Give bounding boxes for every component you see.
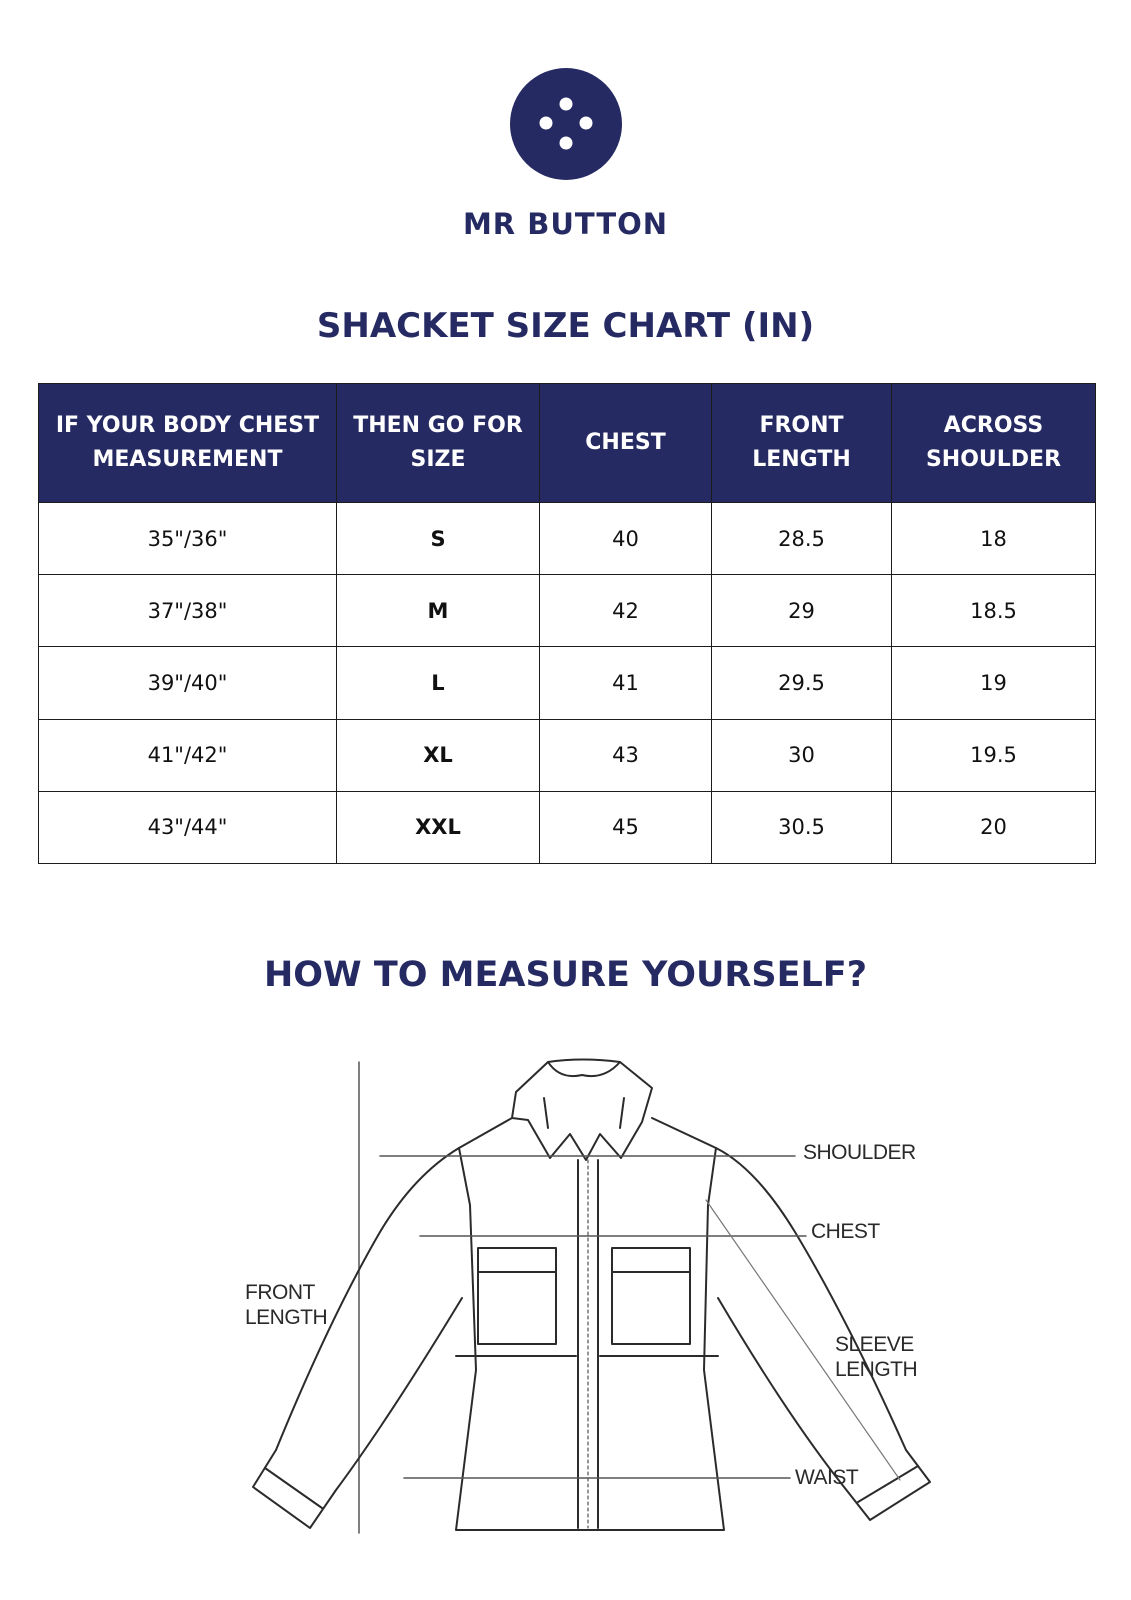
across-shoulder-cell: 19 [892,647,1096,719]
sleeve-length-label: SLEEVE LENGTH [835,1333,918,1381]
size-cell: XXL [337,791,540,863]
front-length-cell: 29.5 [712,647,892,719]
jacket-outline-icon [0,1040,1131,1540]
size-chart-title: SHACKET SIZE CHART (IN) [316,306,815,346]
body-chest-cell: 35"/36" [39,503,337,575]
front-length-cell: 29 [712,575,892,647]
size-cell: XL [337,719,540,791]
column-header-across-shoulder: ACROSS SHOULDER [892,384,1096,503]
how-to-measure-title: HOW TO MEASURE YOURSELF? [264,955,867,995]
chest-cell: 43 [540,719,712,791]
column-header-front-length: FRONT LENGTH [712,384,892,503]
table-row [39,791,1096,863]
body-chest-cell: 43"/44" [39,791,337,863]
body-chest-cell: 37"/38" [39,575,337,647]
waist-label: WAIST [795,1466,859,1489]
table-row [39,719,1096,791]
body-chest-cell: 41"/42" [39,719,337,791]
front-length-cell: 30 [712,719,892,791]
body-chest-cell: 39"/40" [39,647,337,719]
size-cell: S [337,503,540,575]
table-header-row [39,384,1096,503]
brand-name: MR BUTTON [462,207,669,241]
across-shoulder-cell: 20 [892,791,1096,863]
size-chart-table [38,383,1096,864]
front-length-cell: 28.5 [712,503,892,575]
table-row [39,575,1096,647]
column-header-chest: CHEST [540,384,712,503]
across-shoulder-cell: 19.5 [892,719,1096,791]
chest-label: CHEST [811,1220,880,1243]
column-header-body-chest: IF YOUR BODY CHEST MEASUREMENT [39,384,337,503]
across-shoulder-cell: 18.5 [892,575,1096,647]
front-length-cell: 30.5 [712,791,892,863]
chest-cell: 41 [540,647,712,719]
across-shoulder-cell: 18 [892,503,1096,575]
button-logo-icon [510,68,622,180]
chest-cell: 42 [540,575,712,647]
chest-cell: 40 [540,503,712,575]
front-length-label: FRONT LENGTH [245,1281,328,1329]
table-row [39,647,1096,719]
column-header-size: THEN GO FOR SIZE [337,384,540,503]
size-cell: M [337,575,540,647]
table-row [39,503,1096,575]
shoulder-label: SHOULDER [803,1141,916,1164]
measurement-diagram [0,1040,1131,1540]
chest-cell: 45 [540,791,712,863]
size-cell: L [337,647,540,719]
